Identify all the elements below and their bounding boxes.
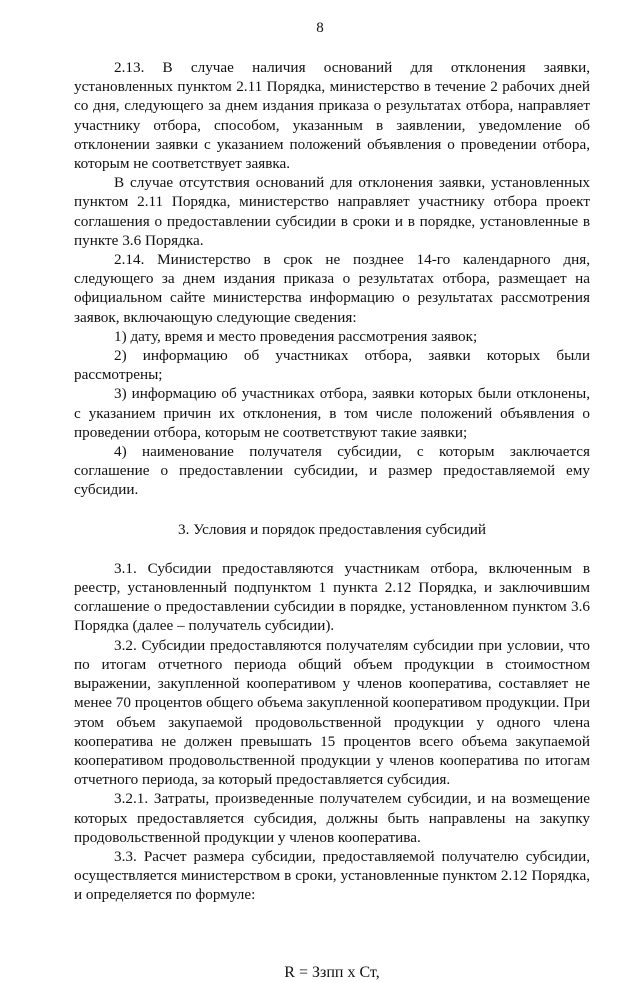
page-number: 8 <box>316 20 324 36</box>
list-item-1: 1) дату, время и место проведения рассмотрения заявок; <box>114 327 478 345</box>
paragraph-3-2: 3.2. Субсидии предоставляются получателям субсидии при условии, что по итогам отчетного периода общий объем продукции в стоимостном выражении, закупленной кооперативом у членов кооператива, составляет не менее 70 процентов общего объема закупленной кооперативом продукции. При этом объем закупаемой продовольственной продукции у одного члена кооператива не должен превышать 15 процентов всего объема закупаемой кооперативом продовольственной продукции у членов кооператива по итогам отчетного периода, за который предоставляется субсидия. <box>74 636 590 789</box>
paragraph-3-2-1: 3.2.1. Затраты, произведенные получателем субсидии, и на возмещение которых предоставляется субсидия, должны быть направлены на закупку продовольственной продукции у членов кооператива. <box>74 790 590 846</box>
paragraph-3-3: 3.3. Расчет размера субсидии, предоставляемой получателю субсидии, осуществляется министерством в сроки, установленные пунктом 2.12 Порядка, и определяется по формуле: <box>74 847 590 904</box>
list-item-4: 4) наименование получателя субсидии, с которым заключается соглашение о предоставлении субсидии, и размер предоставляемой ему субсидии. <box>74 443 590 499</box>
section-heading: 3. Условия и порядок предоставления субсидий <box>178 520 486 538</box>
paragraph-2-14: 2.14. Министерство в срок не позднее 14-го календарного дня, следующего за днем издания приказа о результатах отбора, размещает на официальном сайте министерства информацию о результатах рассмотрения заявок, включающую следующие сведения: <box>74 251 590 326</box>
paragraph-2-13-cont: В случае отсутствия оснований для отклонения заявки, установленных пунктом 2.11 Порядка, министерство направляет участнику отбора проект соглашения о предоставлении субсидии в сроки и в порядке, установленные в пункте 3.6 Порядка. <box>74 174 590 249</box>
paragraph-2-13: 2.13. В случае наличия оснований для отклонения заявки, установленных пунктом 2.11 Порядка, министерство в течение 2 рабочих дней со дня, следующего за днем издания приказа о результатах отбора, направляет участнику отбора, способом, указанным в заявлении, уведомление об отклонении заявки с указанием положений объявления о проведении отбора, которым не соответствует заявка. <box>74 59 590 173</box>
formula: R = Ззпп х Ст, <box>284 963 380 981</box>
list-item-3: 3) информацию об участниках отбора, заявки которых были отклонены, с указанием причин их отклонения, в том числе положений объявления о проведении отбора, которым не соответствуют такие заявки; <box>74 385 590 441</box>
list-item-2: 2) информацию об участниках отбора, заявки которых были рассмотрены; <box>74 347 590 384</box>
paragraph-3-1: 3.1. Субсидии предоставляются участникам отбора, включенным в реестр, установленный подпунктом 1 пункта 2.12 Порядка, и заключившим соглашение о предоставлении субсидии в порядке, установленном пунктом 3.6 Порядка (далее – получатель субсидии). <box>74 559 590 635</box>
document-body <box>74 58 590 982</box>
